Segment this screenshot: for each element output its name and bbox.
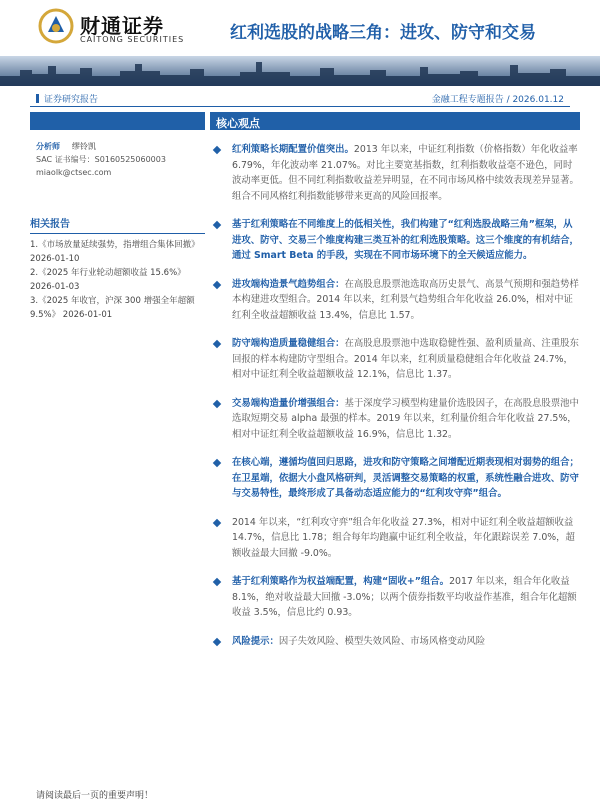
diamond-bullet-icon (213, 399, 221, 407)
core-view-list (210, 142, 580, 649)
main-content (210, 112, 580, 662)
city-skyline-banner (0, 56, 600, 86)
brand-name-cn: 财通证券 (80, 14, 164, 38)
core-point (210, 574, 580, 621)
accent-bar (36, 94, 39, 103)
core-point-text: 基于深度学习模型构建量价选股因子，在高股息股票池中选取短期交易 alpha 最强的样本。2019 年以来，红利量价组合年化收益 27.5%，相对中证红利全收益超额收益 16.9%，信息比 1.32。 (232, 397, 579, 440)
report-type (36, 92, 98, 105)
related-report-item[interactable]: 1.《市场放量延续强势，指增组合集体回撤》 2026-01-10 (30, 240, 200, 264)
diamond-bullet-icon (213, 340, 221, 348)
report-title: 红利选股的战略三角：进攻、防守和交易 (230, 23, 536, 43)
core-point (210, 142, 580, 204)
core-point-lead: 防守端构造质量稳健组合： (232, 338, 345, 349)
core-point (210, 515, 580, 562)
related-reports-title: 相关报告 (30, 215, 205, 234)
core-point (210, 396, 580, 443)
core-point-bold: 在核心端，遵循均值回归思路，进攻和防守策略之间增配近期表现相对弱势的组合；在卫星端，依据大小盘风格研判，灵活调整交易策略的权重，系统性融合进攻、防守与交易特性，最终形成了具备动态适应能力的“红利攻守弈”组合。 (232, 457, 579, 499)
related-reports-list (30, 234, 205, 322)
core-point-lead: 红利策略长期配置价值突出。 (232, 144, 354, 155)
core-point-text: 2014 年以来，“红利攻守弈”组合年化收益 27.3%，相对中证红利全收益超额收益 14.7%，信息比 1.78；组合每年均跑赢中证红利全收益，年化跟踪误差 7.0%，超额收益最大回撤 -9.0%。 (232, 516, 575, 559)
core-point-lead: 进攻端构造景气趋势组合： (232, 278, 345, 290)
core-point-text: 2017 年以来，组合年化收益 8.1%，绝对收益最大回撤 -3.0%；以两个债券指数平均收益作基准，组合年化超额收益 3.5%，信息比约 0.93。 (232, 576, 577, 618)
diamond-bullet-icon (213, 578, 221, 586)
analyst-email[interactable]: miaolk@ctsec.com (36, 168, 112, 177)
brand-name-en: CAITONG SECURITIES (80, 35, 185, 44)
core-point-lead: 基于红利策略作为权益端配置，构建“固收+”组合。 (232, 576, 450, 587)
core-point-lead: 交易端构造量价增强组合： (232, 397, 345, 409)
core-point (210, 277, 580, 324)
diamond-bullet-icon (213, 637, 221, 645)
core-point-text: 在高股息股票池中选取稳健性强、盈利质量高、注重股东回报的样本构建防守型组合。2014 年以来，红利质量稳健组合年化收益 24.7%，相对中证红利全收益超额收益 12.1%，信息比 1.37。 (232, 338, 579, 380)
diamond-bullet-icon (213, 221, 221, 229)
core-point (210, 634, 580, 650)
core-point-text: 2013 年以来，中证红利指数（价格指数）年化收益率 6.79%，年化波动率 21.07%。对比主要宽基指数，红利指数收益毫不逊色，同时波动率更低。但不同红利指数收益差异明显，在不同市场风格中续效表现差异显著。组合不同风格红利指数能够带来更高的风险回报率。 (232, 144, 579, 202)
core-point (210, 217, 580, 264)
diamond-bullet-icon (213, 146, 221, 154)
core-point-bold: 基于红利策略在不同维度上的低相关性，我们构建了“红利选股战略三角”框架，从进攻、防守、交易三个维度构建三类互补的红利选股策略。这三个维度的有机结合，通过 Smart Beta 的手段，实现在不同市场环境下的全天候适应能力。 (232, 219, 579, 261)
related-report-item[interactable]: 3.《2025 年收官，沪深 300 增强全年超额 9.5%》 2026-01-01 (30, 296, 195, 320)
related-report-item[interactable]: 2.《2025 年行业轮动超额收益 15.6%》 2026-01-03 (30, 268, 186, 292)
core-view-title: 核心观点 (210, 112, 580, 130)
sidebar-header-band (30, 112, 205, 130)
core-point (210, 455, 580, 502)
report-type-label: 证券研究报告 (44, 95, 99, 105)
analyst-label: 分析师 (36, 142, 60, 151)
report-category-date: 金融工程专题报告 / 2026.01.12 (431, 95, 564, 105)
caitong-logo-icon (38, 8, 74, 44)
analyst-name: 缪铃凯 (72, 142, 96, 151)
sidebar (30, 112, 205, 322)
core-point-lead: 风险提示： (232, 635, 279, 647)
core-point (210, 336, 580, 383)
disclaimer-note: 请阅读最后一页的重要声明！ (36, 791, 154, 800)
brand-logo (38, 8, 188, 48)
diamond-bullet-icon (213, 280, 221, 288)
core-point-text: 因子失效风险、模型失效风险、市场风格变动风险 (278, 635, 486, 647)
core-point-text: 在高股息股票池选取高历史景气、高景气预期和强趋势样本构建进攻型组合。2014 年以来，红利景气趋势组合年化收益 26.0%，相对中证红利全收益超额收益 13.4%，信息比 1.57。 (232, 278, 579, 321)
diamond-bullet-icon (213, 518, 221, 526)
analyst-info (30, 130, 205, 179)
report-header (0, 0, 600, 86)
header-rule (30, 106, 570, 107)
diamond-bullet-icon (213, 459, 221, 467)
analyst-sac: SAC 证书编号：S0160525060003 (36, 155, 166, 164)
